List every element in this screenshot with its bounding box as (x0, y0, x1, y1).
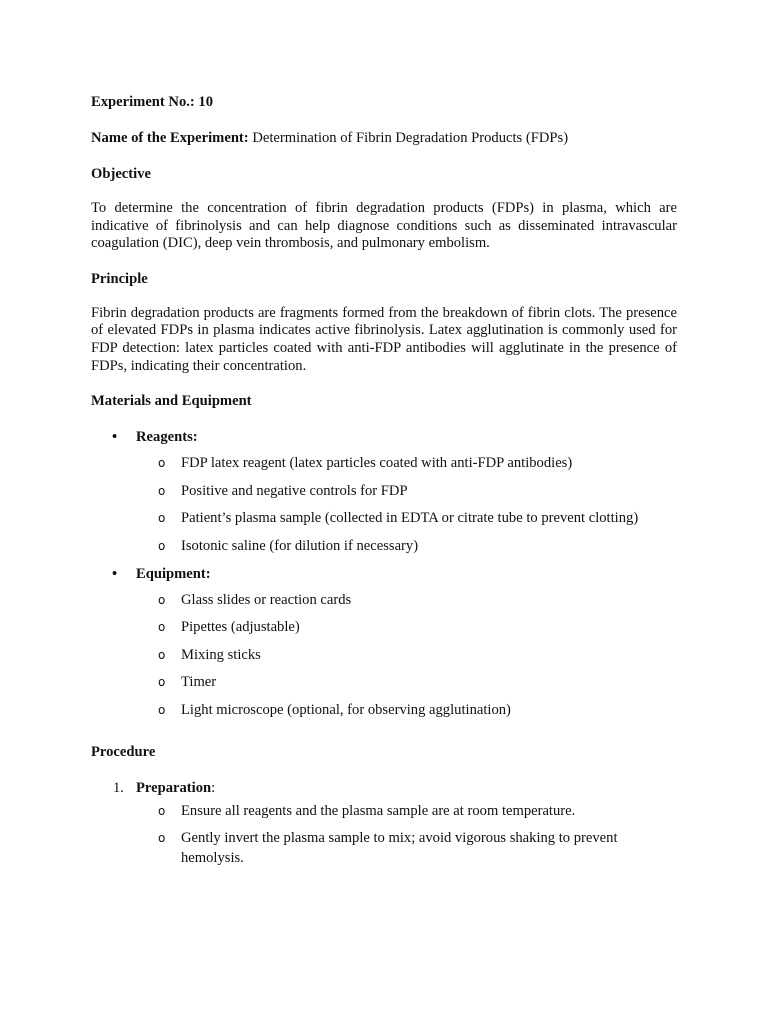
spacer (91, 411, 677, 427)
experiment-name-value: Determination of Fibrin Degradation Products (FDPs) (252, 130, 569, 146)
circle-bullet-icon: o (158, 675, 166, 690)
spacer (91, 184, 677, 200)
list-item-text: Patient’s plasma sample (collected in EDTA or citrate tube to prevent clotting) (181, 510, 639, 527)
list-item-text: FDP latex reagent (latex particles coated with anti-FDP antibodies) (181, 455, 573, 472)
circle-bullet-icon: o (158, 511, 166, 526)
circle-bullet-icon: o (158, 538, 166, 553)
materials-heading: Materials and Equipment (91, 393, 252, 410)
list-item (136, 590, 677, 610)
list-item-text: Mixing sticks (181, 646, 261, 663)
list-item (136, 536, 677, 556)
circle-bullet-icon: o (158, 620, 166, 635)
spacer (91, 728, 677, 742)
spacer (91, 289, 677, 305)
list-item (136, 801, 677, 821)
list-item (136, 828, 677, 868)
objective-text: To determine the concentration of fibrin degradation products (FDPs) in plasma, which are indicative of fibrinolysis and can help diagnose conditions such as disseminated intravascular coagulation (DIC), deep vein thrombosis, and pulmonary embolism. (91, 200, 677, 252)
step-items (136, 801, 677, 869)
principle-text: Fibrin degradation products are fragments formed from the breakdown of fibrin clots. The presence of elevated FDPs in plasma indicates active fibrinolysis. Latex agglutination is commonly used for FDP detection: latex particles coated with anti-FDP antibodies will agglutinate in the presence of FDPs, indicating their concentration. (91, 304, 677, 374)
list-item-text: Glass slides or reaction cards (181, 591, 352, 608)
list-item-text: Pipettes (adjustable) (181, 619, 300, 636)
list-item-text: Timer (181, 674, 217, 691)
reagents-list (136, 453, 677, 556)
objective-heading: Objective (91, 166, 151, 182)
experiment-name (91, 128, 677, 148)
spacer (91, 253, 677, 269)
materials-group-equipment (91, 564, 677, 720)
circle-bullet-icon: o (158, 702, 166, 717)
experiment-name-label: Name of the Experiment: (91, 130, 249, 146)
list-item (136, 645, 677, 665)
list-item (136, 617, 677, 637)
spacer (91, 375, 677, 391)
spacer (91, 762, 677, 778)
circle-bullet-icon: o (158, 456, 166, 471)
list-item (136, 508, 677, 528)
circle-bullet-icon: o (158, 647, 166, 662)
spacer (91, 148, 677, 164)
list-item-text: Gently invert the plasma sample to mix; avoid vigorous shaking to prevent hemolysis. (181, 830, 618, 867)
list-item (136, 672, 677, 692)
group-title: Equipment: (136, 565, 211, 582)
document-page (91, 92, 677, 876)
list-item (136, 700, 677, 720)
materials-list (91, 427, 677, 720)
principle-heading: Principle (91, 270, 148, 287)
list-item-text: Isotonic saline (for dilution if necessary) (181, 537, 419, 554)
circle-bullet-icon: o (158, 831, 166, 846)
procedure-heading: Procedure (91, 743, 156, 760)
step-title-suffix: : (211, 779, 216, 796)
circle-bullet-icon: o (158, 592, 166, 607)
list-item-text: Light microscope (optional, for observing agglutination) (181, 701, 511, 718)
step-number: 1. (113, 779, 124, 796)
circle-bullet-icon: o (158, 483, 166, 498)
circle-bullet-icon: o (158, 803, 166, 818)
group-title: Reagents: (136, 429, 198, 446)
list-item-text: Ensure all reagents and the plasma sample are at room temperature. (181, 802, 576, 819)
materials-group-reagents (91, 427, 677, 556)
spacer (91, 112, 677, 128)
procedure-steps (91, 778, 677, 869)
list-item (136, 481, 677, 501)
experiment-number: Experiment No.: 10 (91, 94, 214, 110)
procedure-step (91, 778, 677, 869)
list-item (136, 453, 677, 473)
step-title: Preparation (136, 779, 212, 796)
bullet-icon: • (112, 565, 118, 582)
list-item-text: Positive and negative controls for FDP (181, 482, 408, 499)
bullet-icon: • (112, 429, 118, 446)
equipment-list (136, 590, 677, 720)
